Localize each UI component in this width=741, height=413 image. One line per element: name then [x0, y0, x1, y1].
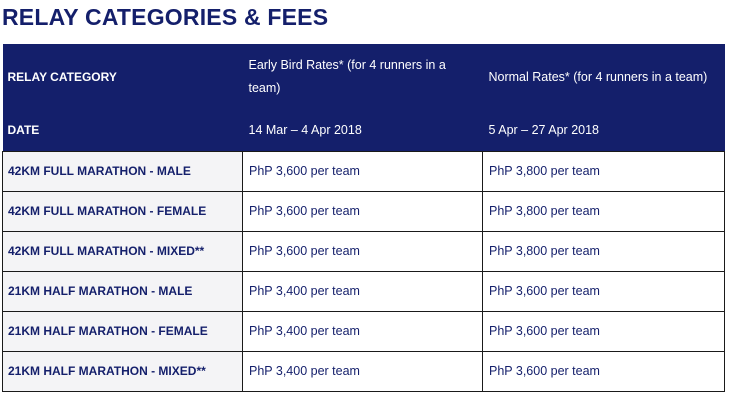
header-relay-category: RELAY CATEGORY: [3, 44, 243, 110]
relay-category-cell: 21KM HALF MARATHON - MIXED**: [3, 351, 243, 391]
table-header-row: [3, 44, 725, 110]
relay-category-cell: 21KM HALF MARATHON - MALE: [3, 271, 243, 311]
header-early-bird-rates: Early Bird Rates* (for 4 runners in a team): [243, 44, 483, 110]
early-bird-fee-cell: PhP 3,400 per team: [243, 311, 483, 351]
relay-category-cell: 21KM HALF MARATHON - FEMALE: [3, 311, 243, 351]
early-bird-fee-cell: PhP 3,600 per team: [243, 231, 483, 271]
normal-fee-cell: PhP 3,600 per team: [483, 271, 725, 311]
table-row: [3, 311, 725, 351]
table-row: [3, 271, 725, 311]
normal-fee-cell: PhP 3,800 per team: [483, 151, 725, 191]
early-bird-fee-cell: PhP 3,600 per team: [243, 191, 483, 231]
normal-fee-cell: PhP 3,800 per team: [483, 191, 725, 231]
header-normal-rates: Normal Rates* (for 4 runners in a team): [483, 44, 725, 110]
early-bird-fee-cell: PhP 3,600 per team: [243, 151, 483, 191]
normal-fee-cell: PhP 3,800 per team: [483, 231, 725, 271]
relay-fees-table: [2, 44, 725, 392]
relay-category-cell: 42KM FULL MARATHON - MALE: [3, 151, 243, 191]
normal-fee-cell: PhP 3,600 per team: [483, 311, 725, 351]
table-row: [3, 151, 725, 191]
page-title: RELAY CATEGORIES & FEES: [2, 4, 329, 30]
early-bird-fee-cell: PhP 3,400 per team: [243, 351, 483, 391]
relay-category-cell: 42KM FULL MARATHON - MIXED**: [3, 231, 243, 271]
early-bird-date-range: 14 Mar – 4 Apr 2018: [243, 110, 483, 151]
table-row: [3, 191, 725, 231]
normal-date-range: 5 Apr – 27 Apr 2018: [483, 110, 725, 151]
table-row: [3, 351, 725, 391]
normal-fee-cell: PhP 3,600 per team: [483, 351, 725, 391]
relay-category-cell: 42KM FULL MARATHON - FEMALE: [3, 191, 243, 231]
header-date: DATE: [3, 110, 243, 151]
table-date-row: [3, 110, 725, 151]
early-bird-fee-cell: PhP 3,400 per team: [243, 271, 483, 311]
table-row: [3, 231, 725, 271]
